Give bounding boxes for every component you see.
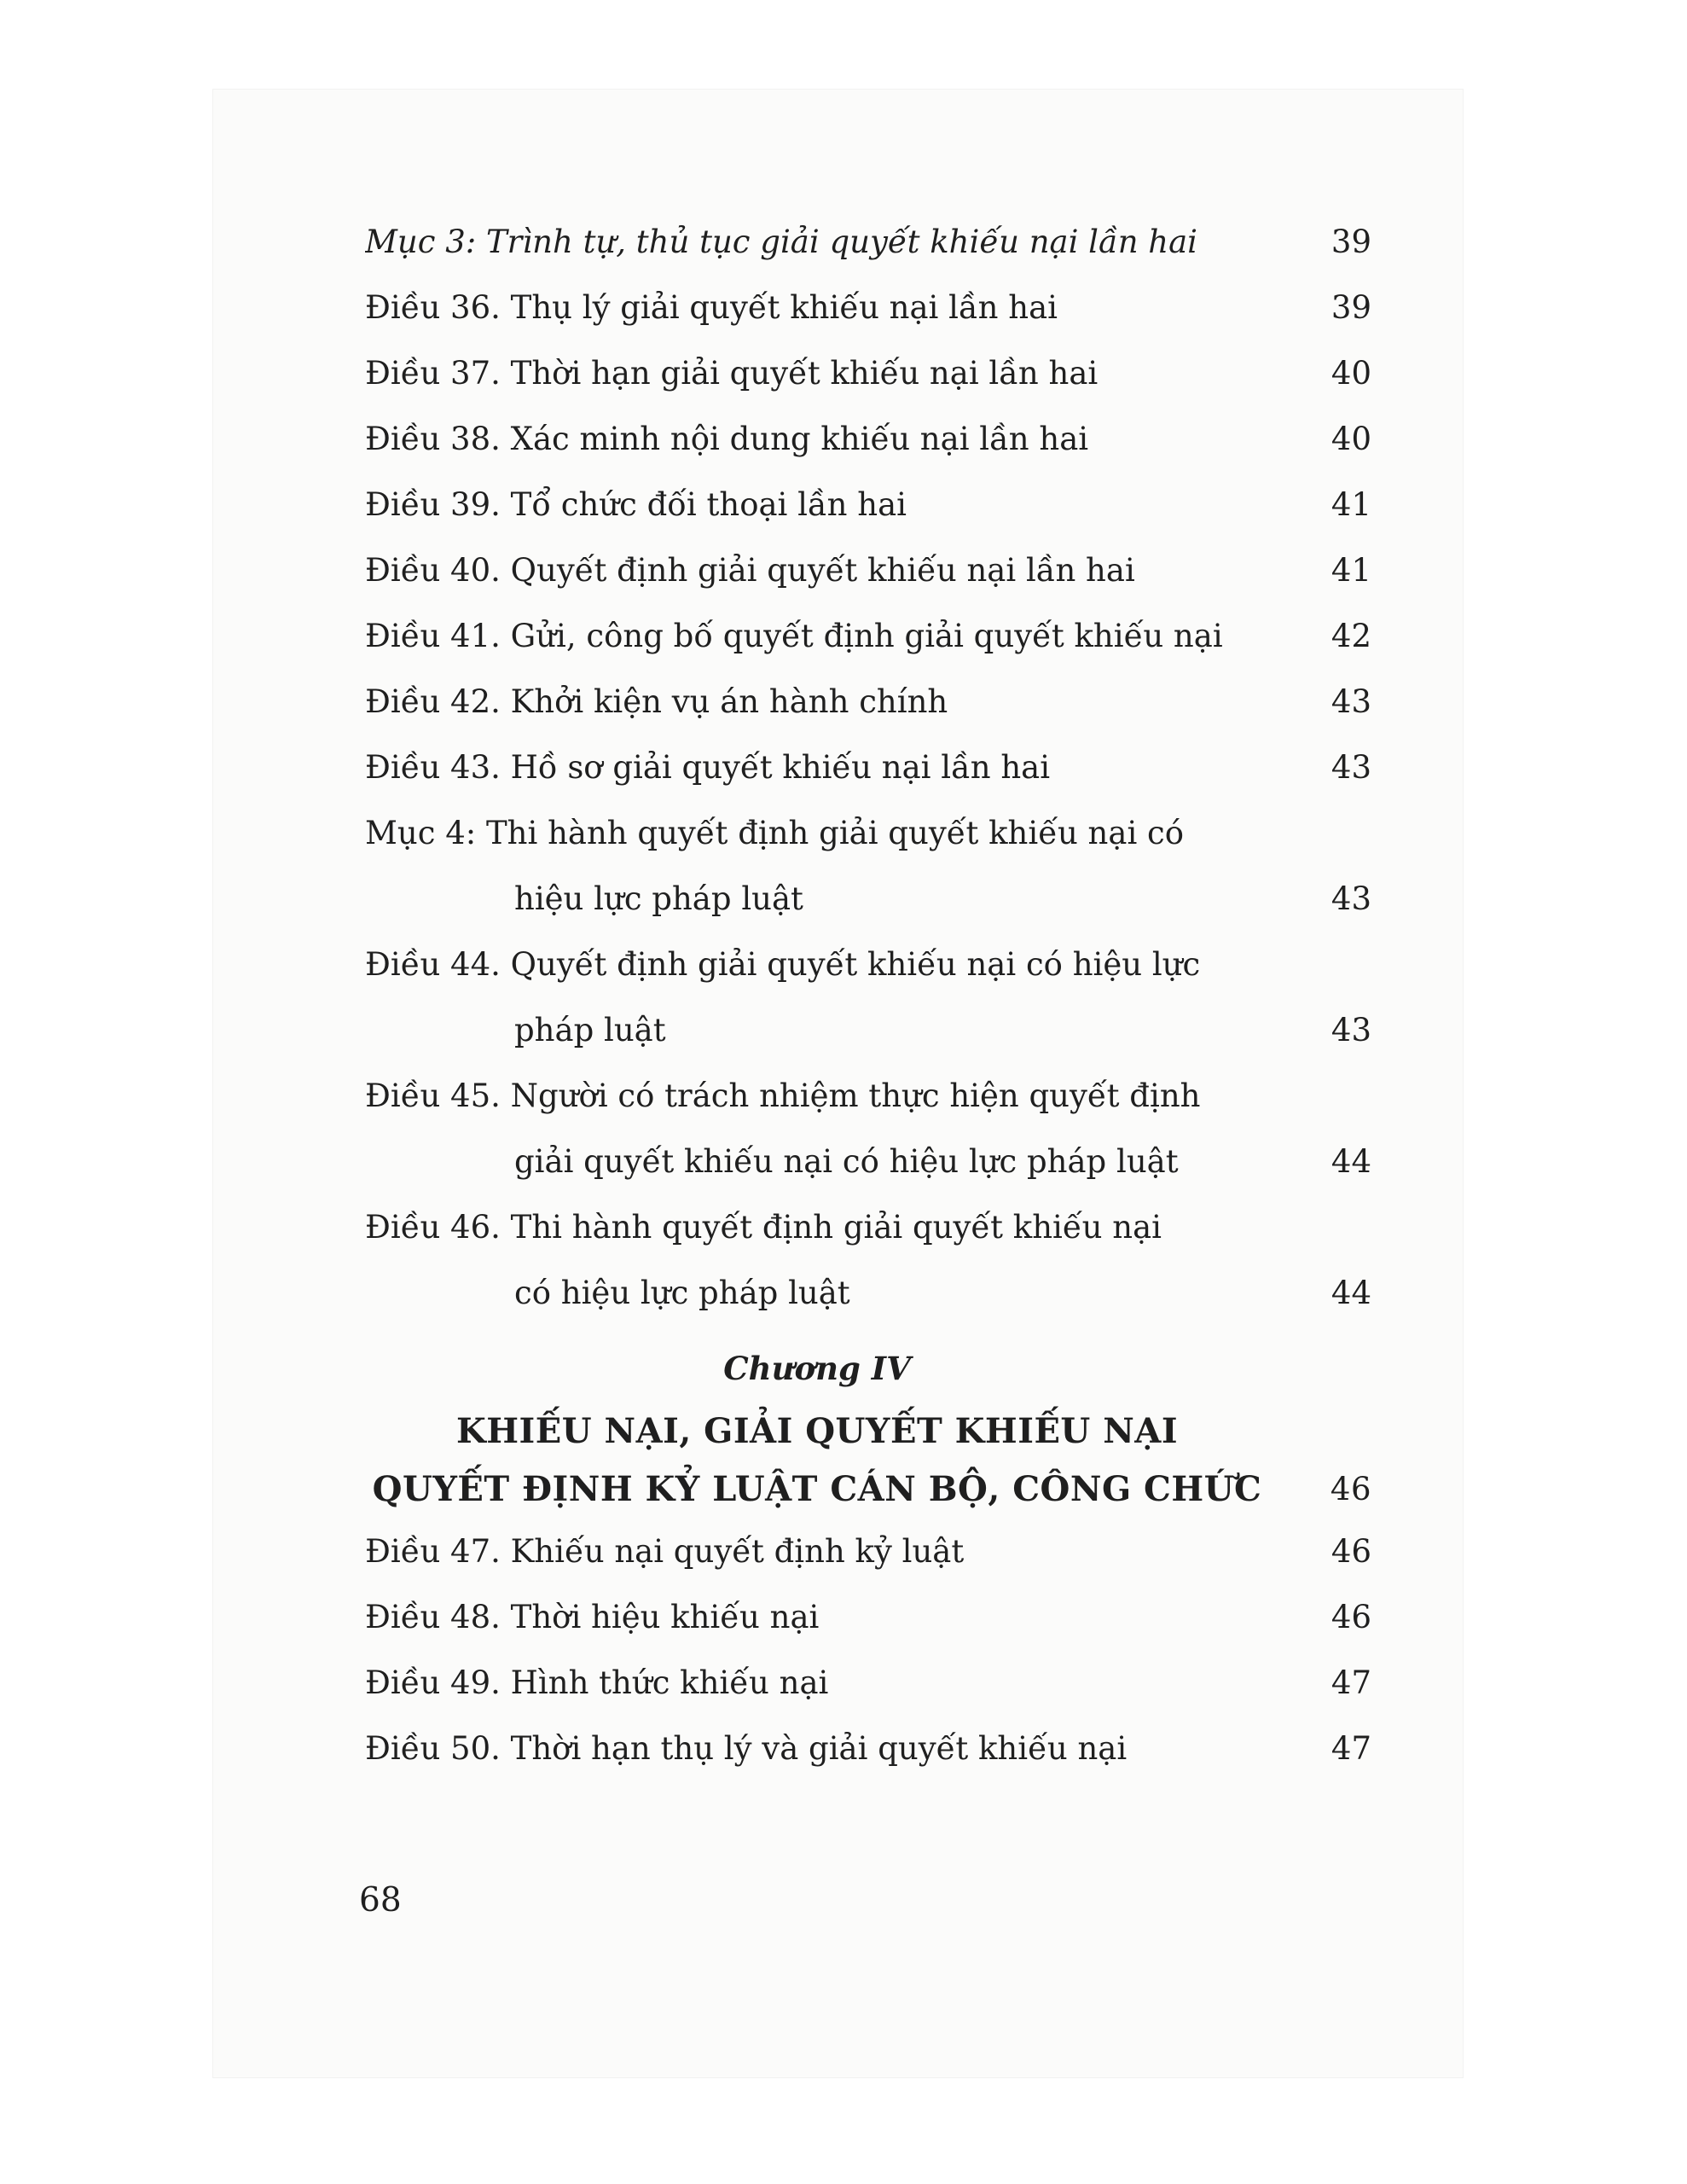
toc-entry-label: Mục 3: Trình tự, thủ tục giải quyết khiếu nại lần hai: [365, 224, 1198, 260]
toc-entry-label: Điều 37. Thời hạn giải quyết khiếu nại lần hai: [365, 355, 1099, 392]
toc-entry-line1: Điều 44. Quyết định giải quyết khiếu nại có hiệu lực: [365, 946, 1201, 983]
toc-entry-label: [365, 800, 1320, 932]
toc-entry-page: 41: [1330, 552, 1371, 589]
toc-entry: [365, 603, 1371, 669]
toc-entry-page: 41: [1330, 486, 1371, 523]
toc-entry-label: [365, 1063, 1320, 1194]
toc-entry: [365, 1716, 1371, 1781]
toc-entry-page: 47: [1330, 1730, 1371, 1767]
toc-entry: [365, 669, 1371, 735]
toc-entry-page: 46: [1330, 1533, 1371, 1570]
chapter-title-row: [365, 1461, 1371, 1519]
page-number: 68: [359, 1881, 402, 1920]
toc-entry-label: Điều 47. Khiếu nại quyết định kỷ luật: [365, 1533, 965, 1570]
toc-entry-label: Điều 40. Quyết định giải quyết khiếu nại lần hai: [365, 552, 1135, 589]
toc-entry-label: Điều 36. Thụ lý giải quyết khiếu nại lần hai: [365, 289, 1058, 326]
toc-entry-page: 43: [1330, 880, 1371, 917]
toc-entry-page: 43: [1330, 683, 1371, 720]
toc-entry-label: [365, 1194, 1320, 1326]
chapter-heading: Chương IV: [723, 1350, 911, 1387]
toc-entry: [365, 406, 1371, 472]
toc-entry: [365, 1650, 1371, 1716]
toc-entry-label: Điều 41. Gửi, công bố quyết định giải quyết khiếu nại: [365, 618, 1223, 654]
toc-entry-page: 40: [1330, 421, 1371, 457]
chapter-title: [365, 1403, 1371, 1519]
toc-entry-page: 47: [1330, 1664, 1371, 1701]
toc-entry-page: 43: [1330, 1012, 1371, 1048]
toc-section-3: [365, 209, 1371, 275]
toc-entry: [365, 1519, 1371, 1584]
toc-entry: [365, 537, 1371, 603]
toc-entry-label: Điều 43. Hồ sơ giải quyết khiếu nại lần hai: [365, 749, 1051, 786]
chapter-title-line2: QUYẾT ĐỊNH KỶ LUẬT CÁN BỘ, CÔNG CHỨC: [372, 1469, 1262, 1509]
toc-entry: [365, 1194, 1371, 1326]
toc-entry: [365, 1063, 1371, 1194]
toc-entry-line2: có hiệu lực pháp luật: [514, 1275, 850, 1311]
toc-entry-label: [365, 932, 1320, 1063]
toc-entry-page: 39: [1330, 289, 1371, 326]
toc-entry-page: 46: [1330, 1471, 1371, 1507]
toc-entry-page: 44: [1330, 1143, 1371, 1180]
toc-entry-line2: hiệu lực pháp luật: [514, 880, 803, 917]
toc-entry-line1: Mục 4: Thi hành quyết định giải quyết khiếu nại có: [365, 815, 1185, 851]
toc-entry-label: Điều 42. Khởi kiện vụ án hành chính: [365, 683, 948, 720]
chapter-title-line1: KHIẾU NẠI, GIẢI QUYẾT KHIẾU NẠI: [455, 1411, 1179, 1451]
toc-entry: [365, 932, 1371, 1063]
toc-entry-label: Điều 49. Hình thức khiếu nại: [365, 1664, 829, 1701]
toc-entry: [365, 735, 1371, 800]
toc-entry: [365, 340, 1371, 406]
toc-entry-label: Điều 38. Xác minh nội dung khiếu nại lần hai: [365, 421, 1089, 457]
table-of-contents: [365, 209, 1371, 1781]
toc-entry-line1: Điều 45. Người có trách nhiệm thực hiện quyết định: [365, 1077, 1201, 1114]
toc-entry-label: Điều 48. Thời hiệu khiếu nại: [365, 1599, 820, 1635]
toc-entry-line1: Điều 46. Thi hành quyết định giải quyết khiếu nại: [365, 1209, 1162, 1246]
toc-entry: [365, 275, 1371, 340]
toc-section-4: [365, 800, 1371, 932]
toc-entry: [365, 1584, 1371, 1650]
toc-entry-page: 39: [1330, 224, 1371, 260]
toc-entry: [365, 472, 1371, 537]
toc-entry-line2: giải quyết khiếu nại có hiệu lực pháp luật: [514, 1143, 1179, 1180]
toc-entry-page: 46: [1330, 1599, 1371, 1635]
toc-entry-page: 40: [1330, 355, 1371, 392]
toc-entry-page: 42: [1330, 618, 1371, 654]
toc-entry-label: Điều 50. Thời hạn thụ lý và giải quyết khiếu nại: [365, 1730, 1128, 1767]
toc-entry-line2: pháp luật: [514, 1012, 666, 1048]
toc-entry-page: 44: [1330, 1275, 1371, 1311]
toc-entry-label: Điều 39. Tổ chức đối thoại lần hai: [365, 486, 907, 523]
toc-entry-page: 43: [1330, 749, 1371, 786]
